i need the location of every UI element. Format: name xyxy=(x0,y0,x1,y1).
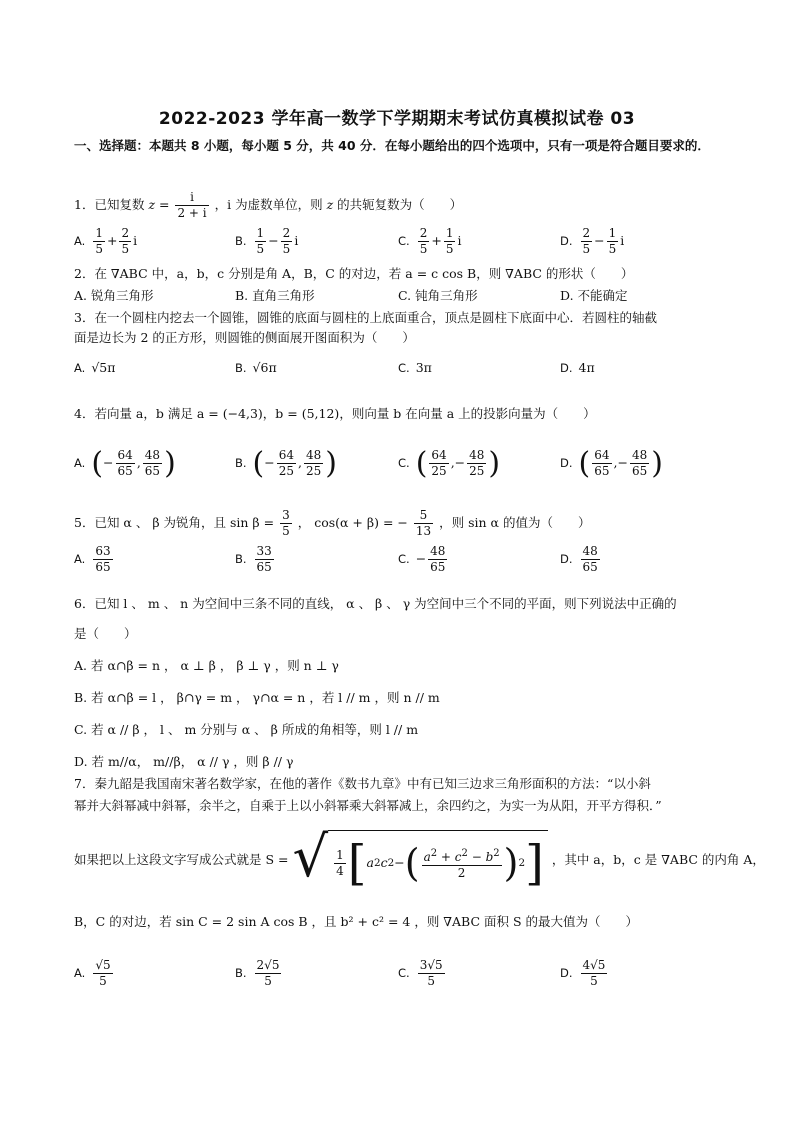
q6-option-a[interactable]: A. 若 α∩β = n ， α ⊥ β ， β ⊥ γ ，则 n ⊥ γ xyxy=(74,658,339,673)
q1-lead: 1．已知复数 xyxy=(74,197,145,212)
heron-formula: √ $\frac{1}{4}$ [ a 2 c 2 − ( $\frac{a^2 + c^2 - b^2}{2}$ ) 2 ] xyxy=(292,830,547,891)
q4-option-b[interactable]: B. (− $\frac{64}{25}$ , $\frac{48}{25}$ ) xyxy=(235,446,338,481)
question-5: 5．已知 α 、 β 为锐角，且 sin β = $\frac{3}{5}$ ， cos(α + β) = − $\frac{5}{13}$ ，则 sin α 的值为（ ） xyxy=(74,508,591,538)
q5-option-a[interactable]: A. $\frac{63}{65}$ xyxy=(74,544,111,574)
q5-option-c[interactable]: C. − $\frac{48}{65}$ xyxy=(398,544,446,574)
q3-option-d[interactable]: D. 4π xyxy=(560,360,595,375)
q7-option-d[interactable]: D. $\frac{4√5}{5}$ xyxy=(560,958,606,988)
question-6-line-2: 是（ ） xyxy=(74,626,137,641)
question-7-line-4: B，C 的对边，若 sin C = 2 sin A cos B ，且 b² + c² = 4 ，则 ∇ABC 面积 S 的最大值为（ ） xyxy=(74,914,639,929)
q7-option-b[interactable]: B. $\frac{2√5}{5}$ xyxy=(235,958,280,988)
question-3-line-2: 面是边长为 2 的正方形，则圆锥的侧面展开图面积为（ ） xyxy=(74,330,415,345)
q4-option-a[interactable]: A. (− $\frac{64}{65}$ , $\frac{48}{65}$ ) xyxy=(74,446,176,481)
q2-option-b[interactable]: B. 直角三角形 xyxy=(235,288,315,303)
q5-option-b[interactable]: B. $\frac{33}{65}$ xyxy=(235,544,272,574)
q7-option-c[interactable]: C. $\frac{3√5}{5}$ xyxy=(398,958,443,988)
q2-option-a[interactable]: A. 锐角三角形 xyxy=(74,288,154,303)
q3-option-a[interactable]: A. √5π xyxy=(74,360,116,375)
q1-option-b[interactable]: B. $\frac{1}{5}$ − $\frac{2}{5}$ i xyxy=(235,226,299,256)
q1-tail: 的共轭复数为（ ） xyxy=(337,197,463,212)
question-7-line-1: 7．秦九韶是我国南宋著名数学家，在他的著作《数书九章》中有已知三边求三角形面积的方法：“以小斜 xyxy=(74,776,651,791)
question-2: 2．在 ∇ABC 中，a，b，c 分别是角 A，B，C 的对边，若 a = c cos B，则 ∇ABC 的形状（ ） xyxy=(74,266,634,281)
q4-option-c[interactable]: C. ( $\frac{64}{25}$ ,− $\frac{48}{25}$ ) xyxy=(398,446,501,481)
q3-option-b[interactable]: B. √6π xyxy=(235,360,277,375)
q7-option-a[interactable]: A. $\frac{√5}{5}$ xyxy=(74,958,111,988)
q2-option-c[interactable]: C. 钝角三角形 xyxy=(398,288,478,303)
q1-option-d[interactable]: D. $\frac{2}{5}$ − $\frac{1}{5}$ i xyxy=(560,226,625,256)
question-6-line-1: 6．已知 l 、 m 、 n 为空间中三条不同的直线， α 、 β 、 γ 为空间中三个不同的平面，则下列说法中正确的 xyxy=(74,596,677,611)
page-title: 2022-2023 学年高一数学下学期期末考试仿真模拟试卷 03 xyxy=(158,109,636,129)
question-7-formula-line: 如果把以上这段文字写成公式就是 S = √ $\frac{1}{4}$ [ a 2 c 2 − ( $\frac{a^2 + c^2 - b^2}{2}$ ) 2 ] ，其中 a，b，c 是 ∇ABC 的内角 A， xyxy=(74,825,765,891)
q6-option-c[interactable]: C. 若 α // β ， l 、 m 分别与 α 、 β 所成的角相等，则 l // m xyxy=(74,722,419,737)
q2-option-d[interactable]: D. 不能确定 xyxy=(560,288,628,303)
q1-option-a[interactable]: A. $\frac{1}{5}$ + $\frac{2}{5}$ i xyxy=(74,226,138,256)
q1-option-c[interactable]: C. $\frac{2}{5}$ + $\frac{1}{5}$ i xyxy=(398,226,462,256)
section-heading: 一、选择题：本题共 8 小题，每小题 5 分，共 40 分．在每小题给出的四个选项中，只有一项是符合题目要求的． xyxy=(74,138,710,153)
q4-option-d[interactable]: D. ( $\frac{64}{65}$ ,− $\frac{48}{65}$ ) xyxy=(560,446,663,481)
question-3-line-1: 3．在一个圆柱内挖去一个圆锥，圆锥的底面与圆柱的上底面重合，顶点是圆柱下底面中心．若圆柱的轴截 xyxy=(74,310,657,325)
q5-option-d[interactable]: D. $\frac{48}{65}$ xyxy=(560,544,598,574)
question-1: 1．已知复数 z = $\frac{i}{2 + i}$ ，i 为虚数单位，则 z 的共轭复数为（ ） xyxy=(74,190,463,220)
q6-option-d[interactable]: D. 若 m//α， m//β， α // γ ，则 β // γ xyxy=(74,754,294,769)
q1-mid: ，i 为虚数单位，则 xyxy=(214,197,323,212)
question-7-line-2: 幂并大斜幂减中斜幂，余半之，自乘于上以小斜幂乘大斜幂减上，余四约之，为实一为从阳，开平方得积．” xyxy=(74,798,662,813)
q3-option-c[interactable]: C. 3π xyxy=(398,360,432,375)
q6-option-b[interactable]: B. 若 α∩β = l ， β∩γ = m ， γ∩α = n ，若 l // m ，则 n // m xyxy=(74,690,440,705)
question-4: 4．若向量 a，b 满足 a = (−4,3)，b = (5,12)，则向量 b 在向量 a 上的投影向量为（ ） xyxy=(74,406,596,421)
